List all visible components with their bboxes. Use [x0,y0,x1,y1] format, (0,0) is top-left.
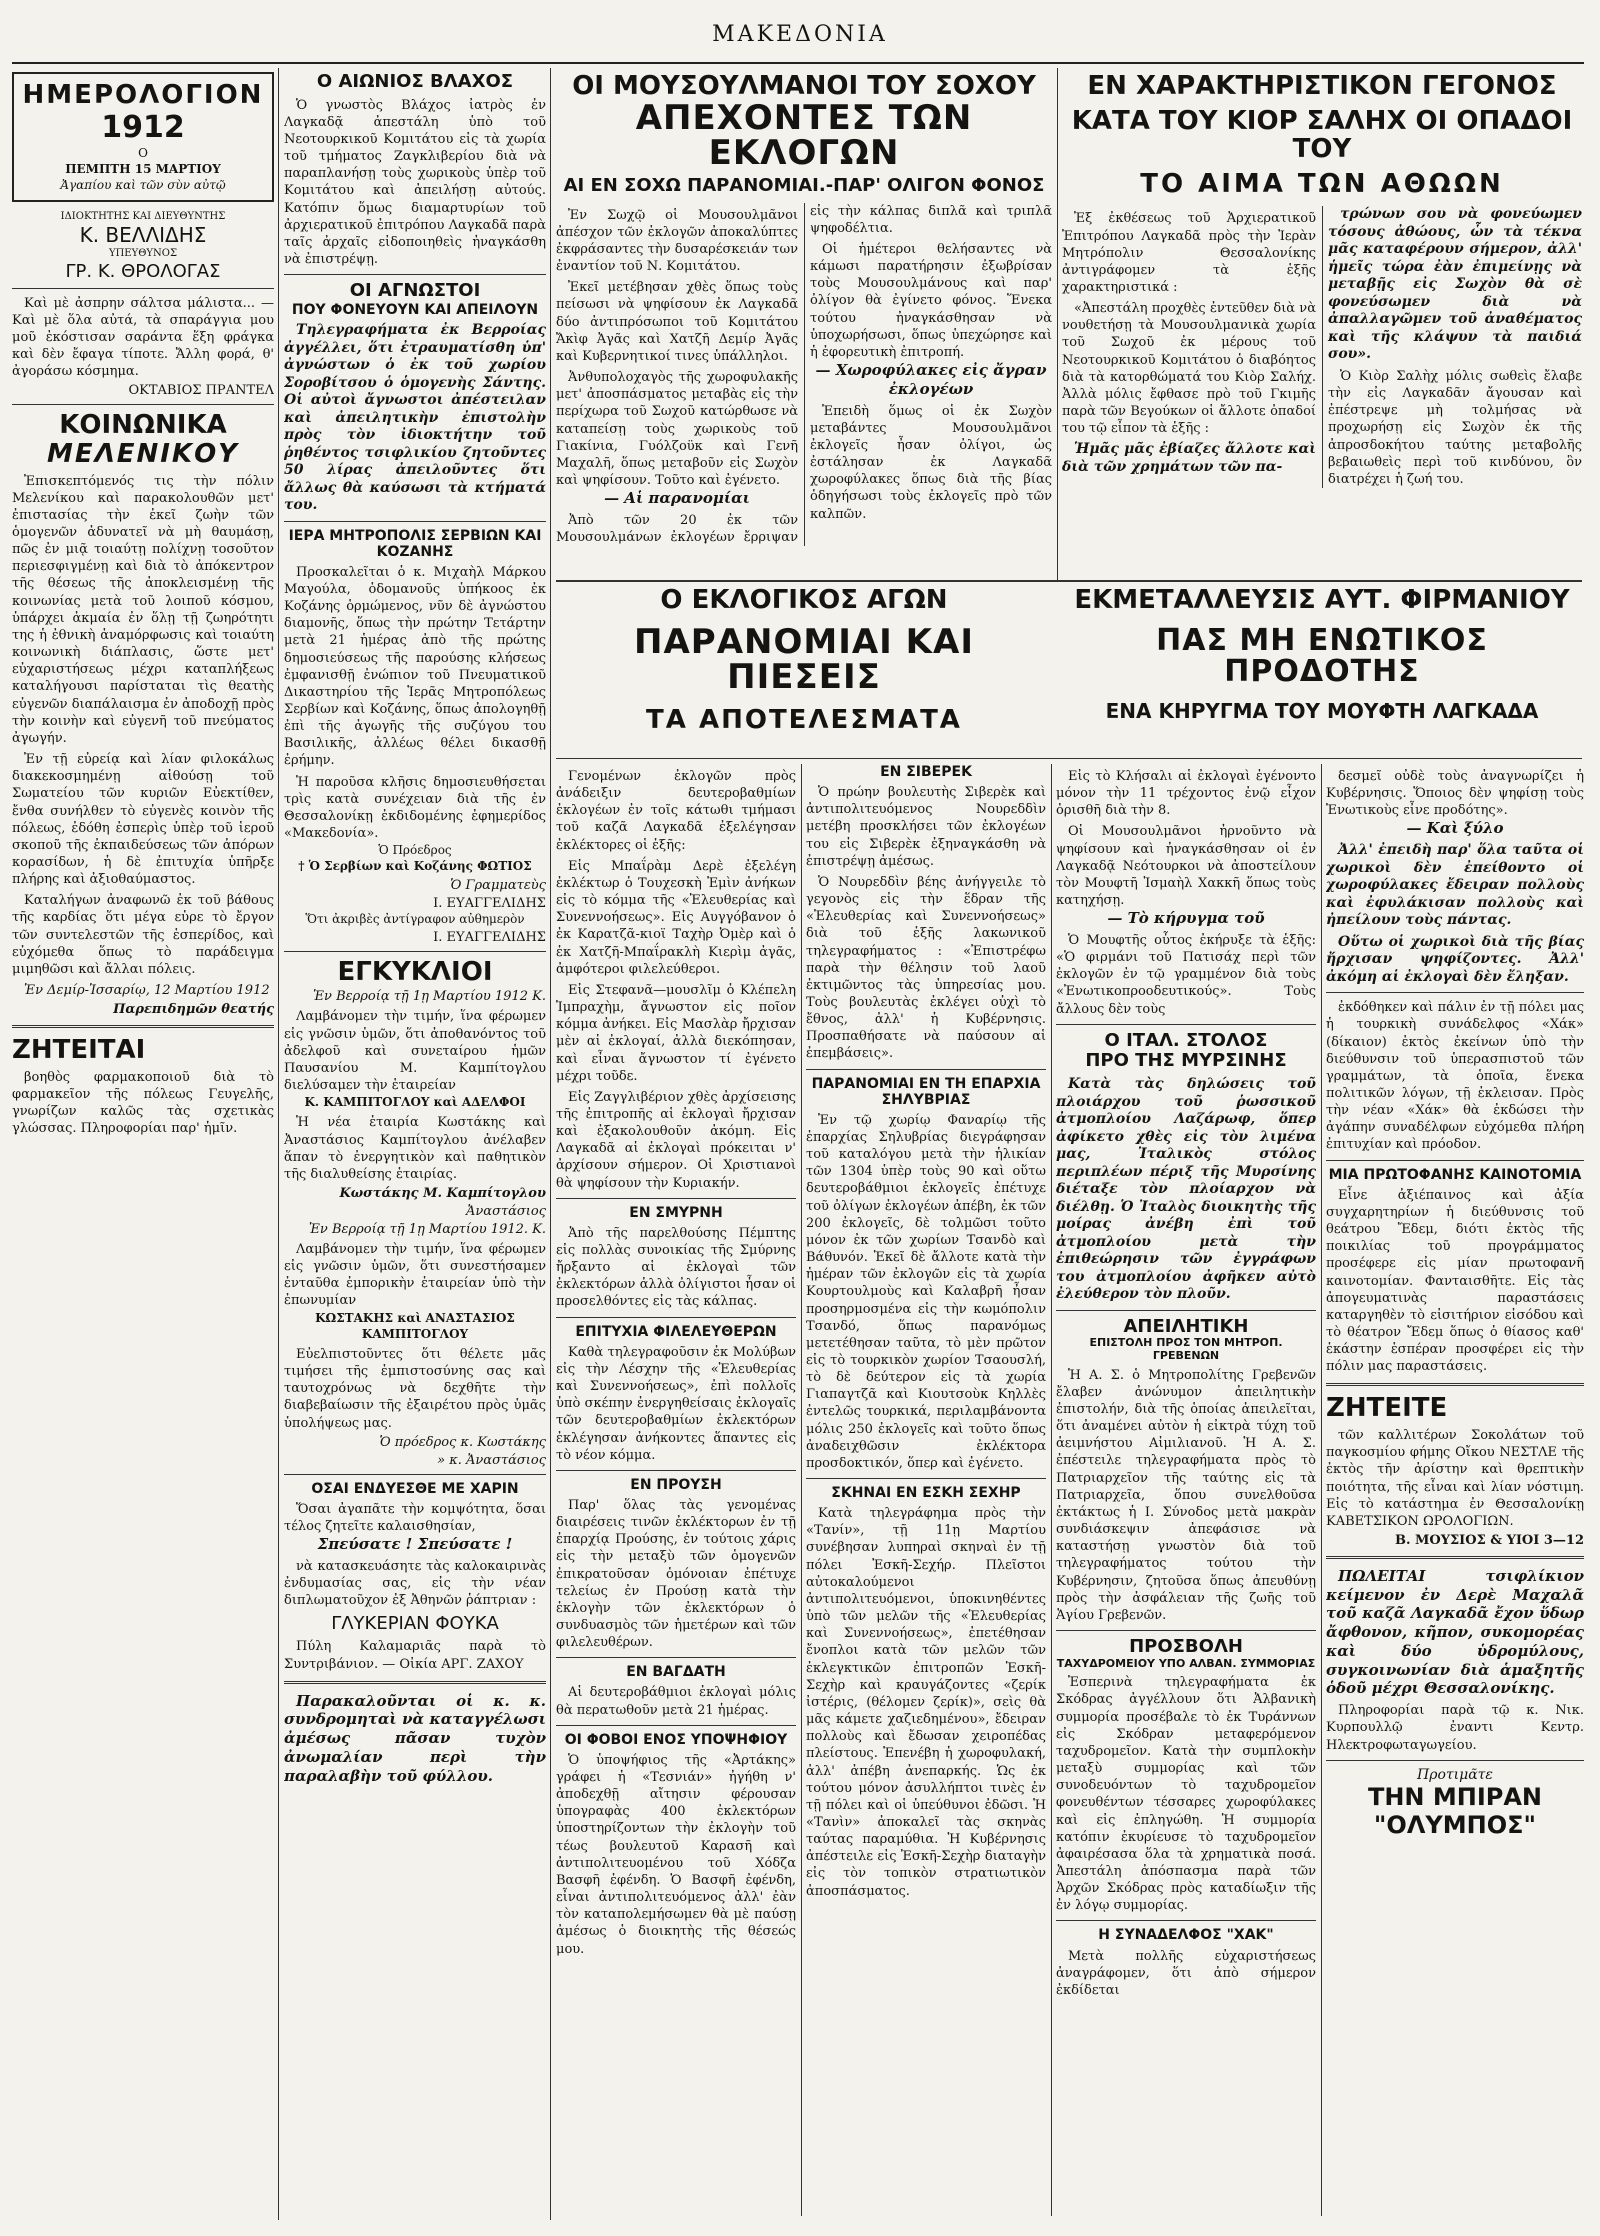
social-date: Ἐν Δεμίρ-Ἰσσαρίῳ, 12 Μαρτίου 1912 [24,983,270,999]
unknown-subtitle: ΠΟΥ ΦΟΝΕΥΟΥΝ ΚΑΙ ΑΠΕΙΛΟΥΝ [291,301,539,318]
column-2 [284,72,546,2222]
circular-paragraph: Εὐελπιστοῦντες ὅτι θέλετε μᾶς τιμήσει τῆς ἐμπιστοσύνης σας καὶ ταυτοχρόνως νὰ δεχθῆτε τὴν διαβεβαίωσιν τῆς ἐξαιρέτου πρὸς ὑμᾶς ὑπολήψεως μας. [284,1346,546,1431]
calendar-saint: Ἀγαπίου καὶ τῶν σὺν αὐτῷ [60,178,226,193]
sochos-paragraph: Ἀπὸ τῶν 20 ἐκ τῶν Μουσουλμάνων ἐκλογέων ἔρριψαν εἰς τὴν κάλπας διπλᾶ καὶ τριπλᾶ ψηφοδέλτια. [556,203,1052,546]
novelty-title: ΜΙΑ ΠΡΩΤΟΦΑΝΗΣ ΚΑΙΝΟΤΟΜΙΑ [1328,1166,1582,1183]
circular-signature: Ὁ πρόεδρος κ. Κωστάκης [379,1434,546,1450]
social-signature: Παρεπιδημῶν θεατής [113,1002,274,1018]
circular-signature: » κ. Ἀναστάσιος [437,1452,546,1468]
social-subheading: ΜΕΛΕΝΙΚΟΥ [46,438,240,469]
vagdati-title: ΕΝ ΒΑΓΔΑΤΗ [626,1664,726,1681]
nestle-title: ΖΗΤΕΙΤΕ [1326,1393,1448,1424]
election-paragraph: Εἰς Στεφανᾶ—μουσλῖμ ὁ Κλέπελη Ἰμπραχὴμ, ἄγνωστον εἰς ποῖον κόμμα ἀνήκει. Εἰς Μασλὰρ ἤρχισαν μὲν αἱ ἐκλογαί, ἀλλὰ διεκόπησαν, καὶ εἶναι ἄγνωστον τί ἐγένετο μέχρι τοῦδε. [556,982,796,1084]
success-title: ΕΠΙΤΥΧΙΑ ΦΙΛΕΛΕΥΘΕΡΩΝ [575,1323,777,1340]
nestle-paragraph: τῶν καλλιτέρων Σοκολάτων τοῦ παγκοσμίου φήμης Οἴκου ΝΕΣΤΛΕ τῆς ἐκτὸς τῆν ἀρίστην καὶ θρεπτικὴν ποιότητα, τῆς εἶναι καὶ λίαν νόστιμη. Εἰς τὸ κατάστημα ἐν Θεσσαλονίκῃ ΚΑΒΕΤΣΙΚΟΝ ΩΡΟΛΟΓΙΩΝ. [1326,1428,1584,1529]
siverek-paragraph: Ὁ πρώην βουλευτὴς Σιβερὲκ καὶ ἀντιπολιτευόμενος Νουρεδδὶν μετέβη προσκλήσει τῶν ἐκλογέων του εἰς Σιβερὲκ ἐξηναγκάσθη νὰ ἐπιστρέψῃ ἀμέσως. [806,785,1046,869]
owner-name: Κ. ΒΕΛΛΙΔΗΣ [79,223,207,248]
election-paragraph: Εἰς Ζαγγλιβέριον χθὲς ἀρχίσεισης τῆς ἐπιτροπῆς αἱ ἐκλογαὶ ἤρχισαν καὶ ἐξακολουθοῦν ἀκόμη. Εἰς Λαγκαδᾶ αἱ ἐκλογαὶ πρόκειται ν' ἀρχίσουν σήμερον. Οἱ Χριστιανοὶ θὰ ψηφίσουν τὴν Κυριακήν. [556,1089,796,1191]
column-rule [1057,68,1058,580]
circular-date: Ἐν Βερροίᾳ τῇ 1ῃ Μαρτίου 1912. Κ. [308,1221,546,1237]
column-5 [1056,764,1316,2214]
circular-paragraph: Λαμβάνομεν τὴν τιμήν, ἵνα φέρωμεν εἰς γνῶσιν ὑμῶν, ὅτι ἀποθανόντος τοῦ ἀδελφοῦ καὶ συνεταίρου ἡμῶν Παυσανίου Μ. Καμπίτογλου διελύσαμεν τὴν ἑταιρείαν [284,1009,546,1093]
attack-subtitle: ΤΑΧΥΔΡΟΜΕΙΟΥ ΥΠΟ ΑΛΒΑΝ. ΣΥΜΜΟΡΙΑΣ [1056,1656,1316,1670]
kior-quote: Ἡμᾶς μᾶς ἐβίαζες ἄλλοτε καὶ διὰ τῶν χρημάτων τῶν πα- [1062,441,1316,475]
quote-signature: ΟΚΤΑΒΙΟΣ ΠΡΑΝΤΕΛ [128,383,274,399]
copy-note: Ὅτι ἀκριβὲς ἀντίγραφον αὐθημερὸν [305,911,525,926]
sochos-paragraph: Οἱ ἡμέτεροι θελήσαντες νὰ κάμωσι παρατήρησιν ἐξωβρίσαν τοὺς Μουσουλμάνους καὶ παρ' ὀλίγον θὰ ἐγίνετο φόνος. Ἕνεκα τούτου ἠναγκάσθησαν νὰ ὑποχωρήσωσι, ὅπως ὑπεχώρησε καὶ ἡ ἐφορευτικὴ ἐπιτροπή. [810,241,1052,360]
unknown-paragraph: Τηλεγραφήματα ἐκ Βερροίας ἀγγέλλει, ὅτι ἐτραυματίσθη ὑπ' ἀγνώστων ὁ ἐκ τοῦ χωρίου Σοροβίτσου ὁ ὁμογενὴς Σάντης. Οἱ αὐτοὶ ἄγνωστοι ἀπέστειλαν καὶ ἀπειλητικὴν ἐπιστολὴν πρὸς τὸν ἰδιοκτήτην τοῦ ῥηθέντος τσιφλικίου ζητοῦντες 50 λίρας ἀπειλοῦντες ὅτι ἄλλως θὰ καύσωσι τὰ κτήματά του. [284,322,546,514]
threat-paragraph: Ἡ Α. Σ. ὁ Μητροπολίτης Γρεβενῶν ἔλαβεν ἀνώνυμον ἀπειλητικὴν ἐπιστολήν, διὰ τῆς ὁποίας ἀπειλεῖται, ὅτι ἀναμένει αὐτὸν ἡ εἰκτρὰ τύχη τοῦ ἀειμνήστου Αἰμιλιανοῦ. Ἡ Α. Σ. ἐπέστειλε τηλεγραφήματα πρὸς τὸ Πατριαρχεῖον τῆς ταύτης εἰς τὰ Πατριαρχεῖα, ὅπου συνελθοῦσα ἐκτάκτως ἡ Ι. Σύνοδος μετὰ μακρὰν συνδιάσκεψιν ἀπεφάσισε νὰ καταστήσῃ γνωστὸν διὰ τοῦ τηλεγραφήματος τούτου τὴν Κυβέρνησιν, ζητοῦσα ὅπως ἀπευθύνῃ πρὸς τὴν ἀσφάλειαν τῆς ζωῆς τοῦ Ἁγίου Γρεβενῶν. [1056,1367,1316,1623]
metropolis-paragraph: Ἡ παροῦσα κλῆσις δημοσιευθήσεται τρὶς κατὰ συνέχειαν διὰ τῆς ἐν Θεσσαλονίκῃ ἐκδιδομένης ἐφημερίδος «Μακεδονία». [284,774,546,842]
circular-date: Ἐν Βερροίᾳ τῇ 1ῃ Μαρτίου 1912 Κ. [312,989,546,1005]
social-paragraph: Ἐπισκεπτόμενός τις τὴν πόλιν Μελενίκου καὶ παρακολουθῶν μετ' ἐπιστασίας τὴν ἐκεῖ ζωὴν τῶν ὁμογενῶν ἀδυνατεῖ νὰ μὴ θαυμάσῃ, πῶς ἐν μιᾷ τοιαύτῃ πολίχνῃ τοσοῦτον περιεσφιγμένῃ καὶ διὰ τὸ ἀπόκεντρον τῆς θέσεως τῆς ἀποκλεισμένῃ τῆς κοινωνίας μετὰ τοῦ λοιποῦ κόσμου, ὑπάρχει ἀκμαία ἐν ὅλῃ τῇ ζωηρότητι της ἡ ἐθνικὴ ἀναμόρφωσις καὶ τοιαύτη κοινωνικὴ διάπλασις, ὥστε μετ' εὐχαριστήσεως μέχρι καταπλήξεως καταλήγουσι παρίσταται τὶς θεατὴς εὐγενῶν διαπάλαισμα ἐν ἀποδοχῇ πρὸς τὴν κοινὴν καὶ εὐγενῆ τοῦ πνεύματος ἀγωγήν. [12,473,274,746]
calendar-o: Ο [138,146,148,160]
secretary-label: Ὁ Γραμματεὺς [450,877,546,893]
colleague-paragraph: Μετὰ πολλῆς εὐχαριστήσεως ἀναγράφομεν, ὅτι ἀπὸ σήμερον ἐκδίδεται [1056,1948,1316,1998]
circular-signature: Ἀναστάσιος [466,1203,546,1219]
vlach-title: Ο ΑΙΩΝΙΟΣ ΒΛΑΧΟΣ [316,72,514,92]
sochos-paragraph: Ἀνθυπολοχαγὸς τῆς χωροφυλακῆς μετ' ἀποσπάσματος μεταβὰς εἰς τὴν περίχωρα τοῦ Σωχοῦ κατώρθωσε νὰ καταπείσῃ τοὺς χωρικοὺς τοῦ Γιακίνια, Γυόλζοϋκ καὶ Γενῆ Μαχαλῆ, ὅπως μεταβοῦν εἰς Σωχὸν καὶ ψηφίσουν. Τοῦτο καὶ ἐγένετο. [556,370,798,488]
wanted-text: βοηθὸς φαρμακοποιοῦ διὰ τὸ φαρμακεῖον τῆς πόλεως Γευγελῆς, γνωρίζων καλῶς τὰς σχετικὰς γλώσσας. Πληροφορίαι παρ' ἡμῖν. [12,1069,274,1137]
kior-title: ΕΝ ΧΑΡΑΚΤΗΡΙΣΤΙΚΟΝ ΓΕΓΟΝΟΣ [1087,72,1557,101]
eski-paragraph: Κατὰ τηλεγράφημα πρὸς τὴν «Τανίν», τῇ 11ῃ Μαρτίου συνέβησαν λυπηραὶ σκηναὶ ἐν τῇ πόλει Ἐσκῆ-Σεχήρ. Πλεῖστοι αὐτοκαλούμενοι ἀντιπολιτευόμενοι, ὑποκινηθέντες ὑπὸ τῶν μελῶν τῆς «Ἐλευθερίας καὶ Συνεννοήσεως», ἐπετέθησαν ἔνοπλοι κατὰ τῶν μελῶν τῶν ἐκλεγκτικῶν ἐπιτροπῶν Ἐσκῆ-Σεχὴρ καὶ κραυγάζοντες «ζερίκ ἰστέρις, (θέλομεν ζερίκ)», σεὶς θὰ μᾶς κάμετε χαζιεδημένου», ἔδειραν πολλοὺς καὶ ἔδωσαν χειροπέδας πλείστους. Ἐπενέβη ἡ χωροφυλακή, ἀλλ' ἀπέβη ἀνεπαρκής. Ὡς ἐκ τούτου μόνον ἀσυλλήπτοι τινὲς ἐν τῇ πόλει καὶ οἱ ὑπεύθυνοι ἐδῶσι. Ἡ «Τανὶν» ἀποκαλεῖ τὰς σκηνὰς ταύτας παραμύθια. Ἡ Κυβέρνησις ἀπέστειλε εἰς Ἐσκῆ-Σεχὴρ διαταγὴν εἰς τὸν τοπικὸν στρατιωτικὸν ἀποσπάσματος. [806,1506,1046,1899]
masthead: ΜΑΚΕΔΟΝΙΑ [712,22,888,47]
colleague-title: Η ΣΥΝΑΔΕΛΦΟΣ "ΧΑΚ" [1098,1927,1274,1944]
sochos-paragraph: Ἐν Σωχῷ οἱ Μουσουλμᾶνοι ἀπέσχον τῶν ἐκλογῶν ἀποκαλύπτες ἐκφράσαντες τὴν δυσαρέσκειάν των ἐναντίον τοῦ Ν. Κομιτάτου. [556,207,798,275]
dressmaker-callout: Σπεύσατε ! Σπεύσατε ! [317,1535,513,1554]
metropolis-title: ΙΕΡΑ ΜΗΤΡΟΠΟΛΙΣ ΣΕΡΒΙΩΝ ΚΑΙ ΚΟΖΑΝΗΣ [288,527,542,560]
firman-paragraph: δεσμεῖ οὐδὲ τοὺς ἀναγνωρίζει ἡ Κυβέρνησις. Ὅποιος δὲν ψηφίσῃ τοὺς Ἐνωτικοὺς εἶνε προδότης». [1326,769,1584,819]
siverek-paragraph: Ὁ Νουρεδδὶν βέης ἀνήγγειλε τὸ γεγονὸς εἰς τὴν ἕδραν τῆς «Ἐλευθερίας καὶ Συνεννοήσεως» διὰ τοῦ ἑξῆς λακωνικοῦ τηλεγραφήματος : «Ἐπιστρέφω παρὰ τὴν θέλησιν τοῦ λαοῦ ἐκτιμῶντος τὰς ὑπηρεσίας μου. Τοὺς βουλευτὰς ἐκλέγει οὐχὶ τὸ ἔθνος, ἀλλ' ἡ Κυβέρνησις. Προσπαθήσατε νὰ παύσουν αἱ ἐπεμβάσεις». [806,874,1046,1062]
kior-subtitle: ΚΑΤΑ ΤΟΥ ΚΙΟΡ ΣΑΛΗΧ ΟΙ ΟΠΑΔΟΙ ΤΟΥ [1071,105,1573,165]
dressmaker-address: Πύλη Καλαμαριᾶς παρὰ τὸ Συντριβάνιον. — Οἰκία ΑΡΓ. ΖΑΧΟΥ [284,1639,546,1672]
social-paragraph: Ἐν τῇ εὐρείᾳ καὶ λίαν φιλοκάλως διακεκοσμημένῃ αἰθούσῃ τοῦ Σωματείου τῶν κυριῶν Εὐεκτίθεν, ἔνθα συνήλθεν τὸ εὐγενὲς κοινὸν τῆς πόλεως, ἐδόθη ἐσπερὶς ὑπὲρ τοῦ ἱεροῦ σκοποῦ τῆς ἐκπαιδεύσεως τῶν ἀπόρων κορασίδων, ἡ δὲ ἐπιτυχία ὑπῆρξε πλήρης καὶ ἀξιοθαύμαστος. [12,752,274,888]
circular-firm: Κ. ΚΑΜΠΙΤΟΓΛΟΥ καὶ ΑΔΕΛΦΟΙ [304,1095,526,1110]
calendar-day: ΠΕΜΠΤΗ 15 ΜΑΡΤΙΟΥ [65,162,221,177]
metropolis-paragraph: Προσκαλεῖται ὁ κ. Μιχαὴλ Μάρκου Μαγούλα, ὁδομανοῦς ὑπήκοος ἐκ Κοζάνης ὁρμώμενος, νῦν δὲ ἀγνώστου διαμονῆς, ὅπως τὴν πρώτην Τετάρτην μετὰ 21 ἡμέρας ἀπὸ τῆς πρώτης δημοσιεύσεως τῆς παρούσης κλήσεως ἐμφανισθῇ ἐνώπιον τοῦ Πνευματικοῦ Δικαστηρίου τῆς Ἱερᾶς Μητροπόλεως Σερβίων καὶ Κοζάνης, ὅπως ἀπολογηθῇ ἐπὶ τῆς ἀγωγῆς τῆς συζύγου του Βασιλικῆς, ἀλλέως θέλει δικασθῇ ἐρήμην. [284,564,546,769]
election-paragraph: Εἰς Μπαΐρὰμ Δερὲ ἐξελέγη ἐκλέκτωρ ὁ Τουχεσκὴ Ἐμὶν ἀνήκων εἰς τὸ κόμμα τῆς «Ἐλευθερίας καὶ Συνεννοήσεως». Εἰς Αυγγόβανον ὁ ἐκ Καρατζᾶ-κιοϊ Ταχὴρ Ὀμὲρ καὶ ὁ ἐκ Χατζῆ-Μπαΐρακλὴ Κιερὶμ ἀγᾶς, ἀμφότεροι φιλελεύθεροι. [556,858,796,977]
smyrna-paragraph: Ἀπὸ τῆς παρελθούσης Πέμπτης εἰς πολλὰς συνοικίας τῆς Σμύρνης ἤρξαντο αἱ ἐκλογαὶ τῶν ἐκλεκτόρων ἀλλὰ ὀλίγιστοι ἦσαν οἱ προσελθόντες εἰς τὰς κάλπας. [556,1225,796,1310]
dressmaker-paragraph: νὰ κατασκευάσητε τὰς καλοκαιρινὰς ἐνδυμασίας σας, εἰς τὴν νέαν διπλωματοῦχον ἐξ Ἀθηνῶν ῥάπτριαν : [284,1558,546,1609]
responsible-name: ΓΡ. Κ. ΘΡΟΛΟΓΑΣ [65,260,221,282]
column-6 [1326,764,1584,2214]
quote-text: Καὶ μὲ ἀσπρην σάλτσα μάλιστα... — Καὶ μὲ ὅλα αὐτά, τὰ σπαράγγια μου μοῦ ἐκόστισαν σαράντα ἕξη φράγκα καὶ δὲν ἔφαγα τίποτε. Ἄλλη φορά, θ' ἀγοράσω κόσμημα. [12,295,274,380]
column-1 [12,72,274,2222]
social-heading: ΚΟΙΝΩΝΙΚΑ [59,410,227,441]
firman-paragraph: Ὁ Μουφτῆς οὗτος ἐκήρυξε τὰ ἑξῆς: «Ὁ φιρμάνι τοῦ Πατισάχ περὶ τῶν ἐκλογῶν ἐν τῷ γραμμένον διὰ τοὺς «Ἐνωτικοπροοδευτικούς». Τοὺς ἄλλους δὲν τοὺς [1056,933,1316,1017]
responsible-label: ΥΠΕΥΘΥΝΟΣ [108,248,178,260]
vagdati-paragraph: Αἱ δευτεροβάθμιοι ἐκλογαὶ μόλις θὰ περατωθοῦν μετὰ 21 ἡμέρας. [556,1685,796,1718]
sochos-subtitle: ΑΙ ΕΝ ΣΟΧΩ ΠΑΡΑΝΟΜΙΑΙ.-ΠΑΡ' ΟΛΙΓΟΝ ΦΟΝΟΣ [563,174,1045,196]
social-paragraph: Καταλήγων ἀναφωνῶ ἐκ τοῦ βάθους τῆς καρδίας ὅτι μέγα εὑρε τὸ ἔργον τῶν συντελεστῶν τῆς ἑσπερίδος, καὶ εὐχόμεθα ὅπως τὸ παράδειγμα μιμηθῶσι καὶ ἄλλαι πόλεις. [12,893,274,977]
hak-paragraph: ἐκδόθηκεν καὶ πάλιν ἐν τῇ πόλει μας ἡ τουρκικὴ συνάδελφος «Χάκ» (δίκαιον) ἐκτὸς ἐκείνων ὑπὸ τὴν διεύθυνσιν τοῦ ὑπερασπιστοῦ τῶν γραμμάτων, τὰ ὁποῖα, ἕνεκα πολιτικῶν λόγων, τῇ ἐκλεισαν. Πρὸς τὴν νέαν «Χάκ» θὰ ἐκδώσει τὴν ἀγάπην συναδέλφων εὐχόμεθα πλήρη ἐπιτυχίαν καὶ πρόοδον. [1326,1000,1584,1153]
kior-quote: τρώνων σου νὰ φονεύωμεν τόσους ἀθώους, ὧν τὰ τέκνα μᾶς καταφέρουν σήμερον, ἀλλ' ἡμεῖς τώρα ἐὰν ἐπιμείνῃς νὰ μεταβῇς εἰς Σωχὸν θὰ σὲ φονεύσωμεν διὰ νὰ ἀπαλλαγῶμεν τοῦ ἀναθέματος καὶ τῆς κλάψυν τὰ παιδιά σου». [1328,206,1582,363]
newspaper-page [12,62,1584,2224]
owner-label: ΙΔΙΟΚΤΗΤΗΣ ΚΑΙ ΔΙΕΥΘΥΝΤΗΣ [60,210,226,222]
column-rule [1321,764,1322,2216]
horizontal-rule [556,758,1582,759]
firman-paragraph: Ἀλλ' ἐπειδὴ παρ' ὅλα ταῦτα οἱ χωρικοὶ δὲν ἐπείθοντο οἱ χωροφύλακες ἔδειραν πολλοὺς καὶ ἐφυλάκισαν πολλοὺς καὶ ἠπείλουν τοὺς πάντας. [1326,842,1584,929]
navy-subtitle: ΠΡΟ ΤΗΣ ΜΥΡΣΙΝΗΣ [1085,1050,1287,1072]
circular-firm: ΚΩΣΤΑΚΗΣ καὶ ΑΝΑΣΤΑΣΙΟΣ ΚΑΜΠΙΤΟΓΛΟΥ [315,1310,515,1341]
preferred-label: Προτιμᾶτε [1417,1766,1493,1783]
firman-paragraph: Οἱ Μουσουλμᾶνοι ἠρνοῦντο νὰ ψηφίσουν καὶ ἠναγκάσθησαν οἱ ἐν Λαγκαδᾷ Νεότουρκοι νὰ ἀποστείλουν τὸν Μουφτῆ Ἰσμαὴλ Χακκῆ ὅπως τοὺς κατηχήσῃ. [1056,824,1316,909]
sochos-headline: ΑΠΕΧΟΝΤΕΣ ΤΩΝ ΕΚΛΟΓΩΝ [635,97,973,174]
novelty-paragraph: Εἶνε ἀξιέπαινος καὶ ἀξία συγχαρητηρίων ἡ διεύθυνσις τοῦ θεάτρου Ἔδεμ, διότι ἐκτὸς τῆς ποικιλίας τοῦ προγράμματος προσέφερε εἰς μίαν πρωτοφανῆ καινοτομίαν. Φανταισθῆτε. Εἰς τὰς ἀπογευματινὰς παραστάσεις καταργηθὲν τὸ εἰσιτήριον εἰσόδου καὶ τὸ θέατρον Ἔδεμ ὅπως ὁ θίασος καθ' ἑκάστην ἑσπέραν προσφέρει εἰς τὴν πόλιν μας παραστάσεις. [1326,1187,1584,1375]
column-rule [1051,764,1052,2216]
unknown-title: ΟΙ ΑΓΝΩΣΤΟΙ [349,280,481,302]
firman-title: ΕΚΜΕΤΑΛΛΕΥΣΙΣ ΑΥΤ. ΦΙΡΜΑΝΙΟΥ [1074,586,1570,615]
fear-title: ΟΙ ΦΟΒΟΙ ΕΝΟΣ ΥΠΟΨΗΦΙΟΥ [564,1731,788,1748]
sochos-title: ΟΙ ΜΟΥΣΟΥΛΜΑΝΟΙ ΤΟΥ ΣΟΧΟΥ [572,72,1036,101]
sochos-subhead: — Χωροφύλακες εἰς ἄγραν ἐκλογέων [815,361,1047,398]
column-rule [801,764,802,2216]
metropolis-signature: † Ὁ Σερβίων καὶ Κοζάνης ΦΩΤΙΟΣ [298,859,532,874]
calendar-title: ΗΜΕΡΟΛΟΓΙΟΝ [22,80,264,110]
wood-subhead: — Καὶ ξύλο [1406,819,1504,838]
copy-signature: Ι. ΕΥΑΓΓΕΛΙΔΗΣ [433,929,546,945]
dressmaker-name: ΓΛΥΚΕΡΙΑΝ ΦΟΥΚΑ [331,1613,499,1635]
metropolis-role: Ὁ Πρόεδρος [378,843,452,858]
success-paragraph: Καθὰ τηλεγραφοῦσιν ἐκ Μολύβων εἰς τὴν Λέσχην τῆς «Ἐλευθερίας καὶ Συνεννοήσεως», ἐπὶ πολλοῖς ὑπὸ σκέπην ἐνεργηθείσαις ἐκλογαῖς τῶν δευτεροβαθμίων ἐκλεκτόρων ἐκλέγησαν ἀνήκοντες ἅπαντες εἰς τὸ νέον κόμμα. [556,1344,796,1463]
sochos-subhead: — Αἱ παρανομίαι [604,489,750,508]
circulars-title: ΕΓΚΥΚΛΙΟΙ [337,956,493,987]
sale-paragraph: ΠΩΛΕΙΤΑΙ τσιφλίκιον κείμενον ἐν Δερὲ Μαχαλᾶ τοῦ καζᾶ Λαγκαδᾶ ἔχον ὕδωρ ἄφθονον, κῆπον, συκομορέας καὶ δύο ὑδρομύλους, συγκοινωνίαν διὰ ἁμαξητῆς ὁδοῦ μέχρι Θεσσαλονίκης. [1326,1566,1584,1698]
firman-paragraph: Εἰς τὸ Κλήσαλι αἱ ἐκλογαὶ ἐγένοντο μόνον τὴν 11 τρέχοντος ἐνῷ εἶχον ὁρισθῆ διὰ τὴν 8. [1056,769,1316,819]
sochos-paragraph: Ἐκεῖ μετέβησαν χθὲς ὅπως τοὺς πείσωσι νὰ ψηφίσουν ἐκ Λαγκαδᾶ δύο ἀντιπρόσωποι τοῦ Κομιτάτου Ἄκὶφ Ἀγᾶς καὶ Χατζῆ Δεμίρ Ἀγᾶς καὶ Κυβερνητικοί τινες ὑπάλληλοι. [556,280,798,364]
circular-paragraph: Ἡ νέα ἑταιρία Κωστάκης καὶ Ἀναστάσιος Καμπίτογλου ἀνέλαβεν ἅπαν τὸ ἐνεργητικὸν καὶ παθητικὸν τῆς διαλυθείσης ἑταιρίας. [284,1115,546,1182]
headline-band [556,586,1582,756]
navy-title: Ο ΙΤΑΛ. ΣΤΟΛΟΣ [1104,1029,1268,1051]
column-4 [806,764,1046,2214]
column-rule [278,68,279,2220]
fear-paragraph: Ὁ ὑποψήφιος τῆς «Ἀρτάκης» γράφει ἡ «Τεσνιάν» ἠγήθη ν' ἀποδεχθῇ αἴτησιν φέρουσαν ὑπογραφὰς 400 ἐκλεκτόρων ὑποστηρίζοντων τὴν ἐκλογὴν τοῦ τέως βουλευτοῦ Καρασῆ καὶ ἀντιπολιτευομένου τοῦ Χόδζα Βασφῆ ἐφένδη. Ὁ Βασφῆ ἐφένδη, εἶναι ἀντιπολιτευόμενος ἀλλ' ἐὰν τὸν καταπολεμήσωμεν θὰ μὲ παύσῃ ἀμέσως ὁ διοικητὴς τῆς θέσεώς μου. [556,1752,796,1957]
kior-paragraph: Ὁ Κιὸρ Σαλὴχ μόλις σωθεὶς ἔλαβε τὴν εἰς Λαγκαδᾶν ἄγουσαν καὶ ἐπέστρεψε μὴ τολμήσας νὰ προχωρήσῃ εἰς Σωχὸν ἐκ τῆς ἀπροσδοκήτου ταύτης μεταβολῆς βεβαιωθεὶς περὶ τοῦ κινδύνου, ὃν διατρέχει ἡ ζωή του. [1328,368,1582,487]
kior-paragraph: Ἐξ ἐκθέσεως τοῦ Ἀρχιερατικοῦ Ἐπιτρόπου Λαγκαδᾶ πρὸς τὴν Ἱερὰν Μητρόπολιν Θεσσαλονίκης ἀντιγράφομεν τὰ ἑξῆς χαρακτηριστικά : [1062,211,1316,295]
vlach-paragraph: Ὁ γνωστὸς Βλάχος ἰατρὸς ἐν Λαγκαδᾷ ἀπεστάλη ὑπὸ τοῦ Νεοτουρκικοῦ Κομιτάτου εἰς τὰ χωρία τοῦ τμήματος Ζαγκλιβερίου διὰ νὰ παραπλανήσῃ τοὺς χωρικοὺς ὑπὲρ τοῦ Κομιτάτου καὶ ἀπειλήσῃ αὐτούς. Κατόπιν ὅμως διαμαρτυρίων τοῦ ἀρχιερατικοῦ ἐπιτρόπου Λαγκαδᾶ παρὰ ταῖς ἀρχαῖς εἰδοποιηθεὶς ἠναγκάσθη νὰ ἐπιστρέψῃ. [284,97,546,268]
dressmaker-paragraph: Ὅσαι ἀγαπᾶτε τὴν κομψότητα, ὅσαι τέλος ζητεῖτε καλαισθησίαν, [284,1501,546,1534]
election-subtitle: ΤΑ ΑΠΟΤΕΛΕΣΜΑΤΑ [646,704,962,735]
eski-title: ΣΚΗΝΑΙ ΕΝ ΕΣΚΗ ΣΕΧΗΡ [831,1485,1021,1502]
prousa-paragraph: Παρ' ὅλας τὰς γενομένας διαιρέσεις τινῶν ἐκλέκτορων ἐν τῇ ἐπαρχίᾳ Προύσης, ἐν τούτοις χάρις εἰς τὴν μεταξὺ τῶν ὁμογενῶν ἐπικρατοῦσαν ὁμόνοιαν ἐπέτυχε τελείως ἐν Προύσῃ κατὰ τὴν ἐκλογὴν τῶν ἐκλεκτόρων ὁ συνδυασμὸς τῶν ἡμετέρων καὶ τῶν φιλελευθέρων. [556,1497,796,1651]
calendar-box [12,72,274,202]
firman-paragraph: Οὕτω οἱ χωρικοὶ διὰ τῆς βίας ἤρχισαν ψηφίζοντες. Ἀλλ' ἀκόμη αἱ ἐκλογαὶ δὲν ἔληξαν. [1326,933,1584,985]
sochos-article [556,72,1052,582]
dressmaker-title: ΟΣΑΙ ΕΝΔΥΕΣΘΕ ΜΕ ΧΑΡΙΝ [311,1480,519,1497]
sale-info: Πληροφορίαι παρὰ τῷ κ. Νικ. Κυρπουλλῷ ἐναντι Κεντρ. Ηλεκτροφωταγωγείου. [1326,1703,1584,1753]
subscribers-notice: Παρακαλοῦνται οἱ κ. κ. συνδρομηταὶ νὰ καταγγέλωσι ἀμέσως πᾶσαν τυχὸν ἀνωμαλίαν περὶ τὴν παραλαβὴν τοῦ φύλλου. [284,1691,546,1785]
silivria-paragraph: Ἐν τῷ χωρίῳ Φαναρίῳ τῆς ἐπαρχίας Σηλυβρίας διεγράφησαν τοῦ καταλόγου μετὰ τὴν ἡλικίαν τῶν 1304 ὑπὲρ τοὺς 90 καὶ οὕτω δευτεροβάθμιοι ἐκλογεῖς ἐπέτυχε τοῦ ὀλίγων ἐκλογέων ἀπέβη, ἐκ τῶν 200 ἐκλογεῖς, δὲ τολμῶσι τοῦτο μόνον ἐκ τῶν χωρίων Τσανδὸ καὶ Βάθυνόν. Ἐκεῖ δὲ ἄλλοτε κατὰ τὴν ἡμέραν τῶν ἐκλογῶν εἰς τὰ χωρία Κουρτουλμοὺς καὶ Καλαβρῆ ἦσαν προσηρμοσμένα εἰς τὴν κωμόπολιν Τσανδό, ὅπως παρανόμως μετετέθησαν ταῦτα, τὸ μὲν πρῶτον εἰς τὸ τουρκικὸν χωρίον Τσαουσλή, τὸ δὲ δεύτερον εἰς τὰ χωρία Γιαπαγτζᾶ καὶ Κιουτσοὺκ Κηλλὲς ἐντελῶς τουρκικά, περιλαμβάνοντα μόλις 250 ἐκλογεῖς καὶ τοῦτο ὅπως ἀναδειχθῶσιν ἐκλέκτορα προσδοκτικόν, ὅπερ καὶ ἐγένετο. [806,1112,1046,1471]
election-headline: ΠΑΡΑΝΟΜΙΑΙ ΚΑΙ ΠΙΕΣΕΙΣ [634,621,974,698]
election-paragraph: Γενομένων ἐκλογῶν πρὸς ἀνάδειξιν δευτεροβαθμίων ἐκλογέων ἐν τοῖς κάτωθι τμήμασι τοῦ καζᾶ Λαγκαδᾶ ἐξελέγησαν ἐκλέκτορες οἱ ἑξῆς: [556,769,796,853]
kior-headline: ΤΟ ΑΙΜΑ ΤΩΝ ΑΘΩΩΝ [1140,168,1504,199]
smyrna-title: ΕΝ ΣΜΥΡΝΗ [629,1204,723,1221]
calendar-year: 1912 [101,110,185,145]
navy-paragraph: Κατὰ τὰς δηλώσεις τοῦ πλοιάρχου τοῦ ῥωσσικοῦ ἀτμοπλοίου Λαζάρωφ, ὅπερ ἀφίκετο χθὲς εἰς τὸν λιμένα μας, Ἰταλικὸς στόλος περιπλέων πέριξ τῆς Μυρσίνης διέταξε τὸν πλοίαρχον νὰ διέλθῃ. Ὁ Ἰταλὸς διοικητὴς τῆς μοίρας ἀνέβη ἐπὶ τοῦ ἀτμοπλοίου μετὰ τὴν ἐπιθεώρησιν τῶν ἐγγράφων του ἀτμοπλοίου ἀφῆκεν αὐτὸ ἐλεύθερον τὸν πλοῦν. [1056,1076,1316,1303]
sermon-subhead: — Τὸ κήρυγμα τοῦ [1107,909,1265,928]
column-3 [556,764,796,2214]
nestle-signature: Β. ΜΟΥΣΙΟΣ & ΥΙΟΙ 3—12 [1394,1532,1584,1548]
secretary-name: Ι. ΕΥΑΓΓΕΛΙΔΗΣ [433,895,546,911]
threat-subtitle: ΕΠΙΣΤΟΛΗ ΠΡΟΣ ΤΟΝ ΜΗΤΡΟΠ. ΓΡΕΒΕΝΩΝ [1089,1336,1283,1362]
attack-title: ΠΡΟΣΒΟΛΗ [1129,1635,1243,1657]
siverek-title: ΕΝ ΣΙΒΕΡΕΚ [880,764,972,780]
prousa-title: ΕΝ ΠΡΟΥΣΗ [630,1476,722,1493]
attack-paragraph: Ἐσπερινὰ τηλεγραφήματα ἐκ Σκόδρας ἀγγέλλουν ὅτι Ἀλβανικὴ συμμορία προσέβαλε τὸ ἐκ Τυράννων εἰς Σκόδραν μεταφερόμενον ταχυδρομεῖον. Κατὰ τὴν συμπλοκὴν μεταξὺ συμμορίας καὶ τῶν συνοδευόντων τὸ ταχυδρομεῖον φονευθέντων τέσσαρες χωροφύλακες καὶ εἰς ἐπληγώθη. Ἡ συμμορία κατόπιν ἐκυρίευσε τὸ ταχυδρομεῖον ἀφαιρέσασα ὅλα τὰ χρηματικὰ ποσά. Ἀπεστάλη ἀπόσπασμα παρὰ τῶν Ἀρχῶν Σκόδρας πρὸς καταδίωξιν τῆς ἐν λόγῳ συμμορίας. [1056,1675,1316,1914]
sochos-paragraph: Ἐπειδὴ ὅμως οἱ ἐκ Σωχὸν μεταβάντες Μουσουλμᾶνοι ἐκλογεῖς ἦσαν ὀλίγοι, ὡς ἐστάλησαν ἐκ Λαγκαδᾶ χωροφύλακες ὅπως διὰ τῆς βίας ὁδηγήσωσι τοὺς ἐκλογεῖς πρὸ τῶν καλπῶν. [810,403,1052,522]
circular-signature: Κωστάκης Μ. Καμπίτογλου [339,1185,546,1201]
kior-salih-article [1062,72,1582,582]
wanted-title: ΖΗΤΕΙΤΑΙ [12,1035,146,1066]
column-rule [550,68,551,2220]
firman-subtitle: ΕΝΑ ΚΗΡΥΓΜΑ ΤΟΥ ΜΟΥΦΤΗ ΛΑΓΚΑΔΑ [1105,698,1539,723]
election-title: Ο ΕΚΛΟΓΙΚΟΣ ΑΓΩΝ [660,586,948,615]
silivria-title: ΠΑΡΑΝΟΜΙΑΙ ΕΝ ΤΗ ΕΠΑΡΧΙΑ ΣΗΛΥΒΡΙΑΣ [811,1075,1041,1108]
firman-headline: ΠΑΣ ΜΗ ΕΝΩΤΙΚΟΣ ΠΡΟΔΟΤΗΣ [1156,622,1488,690]
threat-title: ΑΠΕΙΛΗΤΙΚΗ [1123,1315,1249,1337]
olympos-ad: ΤΗΝ ΜΠΙΡΑΝ "ΟΛΥΜΠΟΣ" [1367,1782,1543,1839]
kior-paragraph: «Ἀπεστάλη προχθὲς ἐντεῦθεν διὰ νὰ νουθετήσῃ τὰ Μουσουλμανικὰ χωρία τοῦ Σωχοῦ ἐκ μέρους τοῦ Νεοτουρκικοῦ Κομιτάτου ὁ διαβόητος διὰ τὰ κατορθώματά του Κιὸρ Σαλήχ. Ἀλλὰ μόλις ἔφθασε πρὸ τοῦ Γκιμῆς παρὰ τῶν Βεγούκων οἱ ἄλλοτε ὀπαδοί του τῷ εἶπον τὰ ἑξῆς : [1062,301,1316,437]
circular-paragraph: Λαμβάνομεν τὴν τιμήν, ἵνα φέρωμεν εἰς γνῶσιν ὑμῶν, ὅτι συνεστήσαμεν ἐνταῦθα ἐμπορικὴν ἑταιρείαν ὑπὸ τὴν ἐπωνυμίαν [284,1241,546,1309]
